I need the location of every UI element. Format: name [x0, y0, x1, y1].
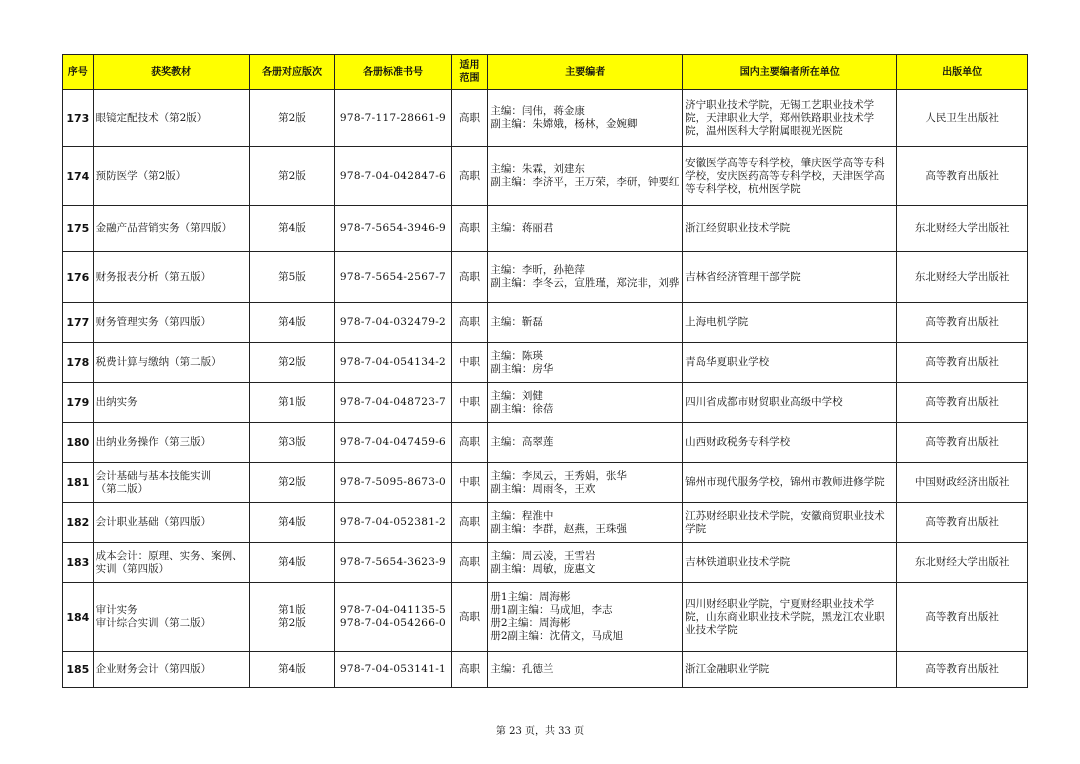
- row-editors: 主编：程淮中 副主编：李群，赵燕，王珠强: [488, 503, 683, 543]
- row-editors: 主编：高翠莲: [488, 423, 683, 463]
- table-row: [63, 463, 1028, 503]
- row-title: 出纳业务操作（第三版）: [93, 423, 249, 463]
- row-no: 179: [63, 383, 94, 423]
- page-footer: 第 23 页，共 33 页: [495, 726, 585, 737]
- row-publisher: 高等教育出版社: [897, 583, 1028, 652]
- row-edition: 第2版: [249, 463, 335, 503]
- row-isbn: 978-7-04-052381-2: [335, 503, 451, 543]
- header-title: 获奖教材: [93, 55, 249, 90]
- row-scope: 中职: [451, 463, 488, 503]
- row-editors: 主编：刘健 副主编：徐蓓: [488, 383, 683, 423]
- row-edition: 第2版: [249, 147, 335, 206]
- table-row: [63, 206, 1028, 252]
- row-publisher: 高等教育出版社: [897, 147, 1028, 206]
- row-units: 四川省成都市财贸职业高级中学校: [683, 383, 897, 423]
- row-publisher: 东北财经大学出版社: [897, 543, 1028, 583]
- row-editors: 主编：靳磊: [488, 303, 683, 343]
- row-isbn: 978-7-5095-8673-0: [335, 463, 451, 503]
- row-publisher: 高等教育出版社: [897, 503, 1028, 543]
- row-editors: 主编：蒋丽君: [488, 206, 683, 252]
- row-scope: 高职: [451, 423, 488, 463]
- row-units: 上海电机学院: [683, 303, 897, 343]
- table-row: [63, 543, 1028, 583]
- row-title: 税费计算与缴纳（第二版）: [93, 343, 249, 383]
- table-body: [63, 90, 1028, 688]
- row-title: 出纳实务: [93, 383, 249, 423]
- row-scope: 中职: [451, 383, 488, 423]
- row-title: 会计基础与基本技能实训 （第二版）: [93, 463, 249, 503]
- table-row: [63, 583, 1028, 652]
- header-no: 序号: [63, 55, 94, 90]
- row-edition: 第5版: [249, 252, 335, 303]
- row-edition: 第4版: [249, 206, 335, 252]
- table-row: [63, 303, 1028, 343]
- header-isbn: 各册标准书号: [335, 55, 451, 90]
- row-publisher: 高等教育出版社: [897, 652, 1028, 688]
- row-title: 眼镜定配技术（第2版）: [93, 90, 249, 147]
- table-row: [63, 147, 1028, 206]
- row-units: 吉林铁道职业技术学院: [683, 543, 897, 583]
- row-no: 174: [63, 147, 94, 206]
- row-isbn: 978-7-5654-3946-9: [335, 206, 451, 252]
- row-no: 184: [63, 583, 94, 652]
- row-units: 安徽医学高等专科学校，肇庆医学高等专科学校，安庆医药高等专科学校，天津医学高等专科学校，杭州医学院: [683, 147, 897, 206]
- row-title: 审计实务 审计综合实训（第二版）: [93, 583, 249, 652]
- row-units: 山西财政税务专科学校: [683, 423, 897, 463]
- row-isbn: 978-7-04-053141-1: [335, 652, 451, 688]
- row-title: 金融产品营销实务（第四版）: [93, 206, 249, 252]
- row-title: 财务管理实务（第四版）: [93, 303, 249, 343]
- row-editors: 主编：闫伟，蒋金康 副主编：朱嫦娥，杨林，金婉卿: [488, 90, 683, 147]
- row-title: 企业财务会计（第四版）: [93, 652, 249, 688]
- row-scope: 高职: [451, 147, 488, 206]
- row-no: 183: [63, 543, 94, 583]
- row-editors: 主编：周云凌，王雪岩 副主编：周敏，庞惠文: [488, 543, 683, 583]
- row-units: 吉林省经济管理干部学院: [683, 252, 897, 303]
- row-title: 会计职业基础（第四版）: [93, 503, 249, 543]
- row-publisher: 东北财经大学出版社: [897, 206, 1028, 252]
- header-edition: 各册对应版次: [249, 55, 335, 90]
- table-header: [63, 55, 1028, 90]
- row-units: 江苏财经职业技术学院，安徽商贸职业技术学院: [683, 503, 897, 543]
- row-publisher: 中国财政经济出版社: [897, 463, 1028, 503]
- row-title: 预防医学（第2版）: [93, 147, 249, 206]
- table-row: [63, 343, 1028, 383]
- row-edition: 第4版: [249, 652, 335, 688]
- row-editors: 主编：朱霖，刘建东 副主编：李济平，王万荣，李研，钟要红: [488, 147, 683, 206]
- header-units: 国内主要编者所在单位: [683, 55, 897, 90]
- row-edition: 第1版: [249, 383, 335, 423]
- row-editors: 册1主编：周海彬 册1副主编：马成旭，李志 册2主编：周海彬 册2副主编：沈倩文，马成旭: [488, 583, 683, 652]
- row-scope: 高职: [451, 503, 488, 543]
- row-isbn: 978-7-04-042847-6: [335, 147, 451, 206]
- row-no: 176: [63, 252, 94, 303]
- row-editors: 主编：李凤云，王秀娟，张华 副主编：周雨冬，王欢: [488, 463, 683, 503]
- row-scope: 高职: [451, 206, 488, 252]
- header-scope: 适用 范围: [451, 55, 488, 90]
- row-isbn: 978-7-04-054134-2: [335, 343, 451, 383]
- row-no: 175: [63, 206, 94, 252]
- row-units: 浙江金融职业学院: [683, 652, 897, 688]
- row-editors: 主编：李昕，孙艳萍 副主编：李冬云，宣胜瑾，郑浣非，刘骅: [488, 252, 683, 303]
- row-publisher: 人民卫生出版社: [897, 90, 1028, 147]
- row-edition: 第3版: [249, 423, 335, 463]
- row-no: 181: [63, 463, 94, 503]
- row-isbn: 978-7-5654-2567-7: [335, 252, 451, 303]
- row-isbn: 978-7-04-041135-5 978-7-04-054266-0: [335, 583, 451, 652]
- table-row: [63, 652, 1028, 688]
- row-units: 青岛华夏职业学校: [683, 343, 897, 383]
- table-row: [63, 503, 1028, 543]
- row-no: 180: [63, 423, 94, 463]
- awards-table: [62, 54, 1028, 688]
- row-title: 成本会计：原理、实务、案例、实训（第四版）: [93, 543, 249, 583]
- row-units: 浙江经贸职业技术学院: [683, 206, 897, 252]
- row-no: 185: [63, 652, 94, 688]
- row-isbn: 978-7-04-032479-2: [335, 303, 451, 343]
- row-isbn: 978-7-5654-3623-9: [335, 543, 451, 583]
- row-no: 173: [63, 90, 94, 147]
- row-publisher: 高等教育出版社: [897, 343, 1028, 383]
- row-no: 178: [63, 343, 94, 383]
- row-isbn: 978-7-117-28661-9: [335, 90, 451, 147]
- row-scope: 高职: [451, 252, 488, 303]
- row-no: 177: [63, 303, 94, 343]
- row-units: 济宁职业技术学院，无锡工艺职业技术学院，天津职业大学，郑州铁路职业技术学院，温州医科大学附属眼视光医院: [683, 90, 897, 147]
- row-units: 锦州市现代服务学校，锦州市教师进修学院: [683, 463, 897, 503]
- row-editors: 主编：孔德兰: [488, 652, 683, 688]
- row-edition: 第2版: [249, 90, 335, 147]
- row-publisher: 高等教育出版社: [897, 383, 1028, 423]
- row-edition: 第4版: [249, 503, 335, 543]
- row-isbn: 978-7-04-048723-7: [335, 383, 451, 423]
- row-edition: 第2版: [249, 343, 335, 383]
- row-scope: 高职: [451, 543, 488, 583]
- row-scope: 高职: [451, 652, 488, 688]
- header-editors: 主要编者: [488, 55, 683, 90]
- row-title: 财务报表分析（第五版）: [93, 252, 249, 303]
- row-publisher: 高等教育出版社: [897, 303, 1028, 343]
- row-edition: 第1版 第2版: [249, 583, 335, 652]
- row-units: 四川财经职业学院，宁夏财经职业技术学院，山东商业职业技术学院，黑龙江农业职业技术学院: [683, 583, 897, 652]
- table-row: [63, 423, 1028, 463]
- row-scope: 高职: [451, 303, 488, 343]
- table-row: [63, 252, 1028, 303]
- header-row: [63, 55, 1028, 90]
- row-scope: 高职: [451, 90, 488, 147]
- row-edition: 第4版: [249, 303, 335, 343]
- row-edition: 第4版: [249, 543, 335, 583]
- row-isbn: 978-7-04-047459-6: [335, 423, 451, 463]
- row-publisher: 高等教育出版社: [897, 423, 1028, 463]
- table-row: [63, 383, 1028, 423]
- row-no: 182: [63, 503, 94, 543]
- row-editors: 主编：陈瑛 副主编：房华: [488, 343, 683, 383]
- table-row: [63, 90, 1028, 147]
- row-scope: 高职: [451, 583, 488, 652]
- header-publisher: 出版单位: [897, 55, 1028, 90]
- row-scope: 中职: [451, 343, 488, 383]
- row-publisher: 东北财经大学出版社: [897, 252, 1028, 303]
